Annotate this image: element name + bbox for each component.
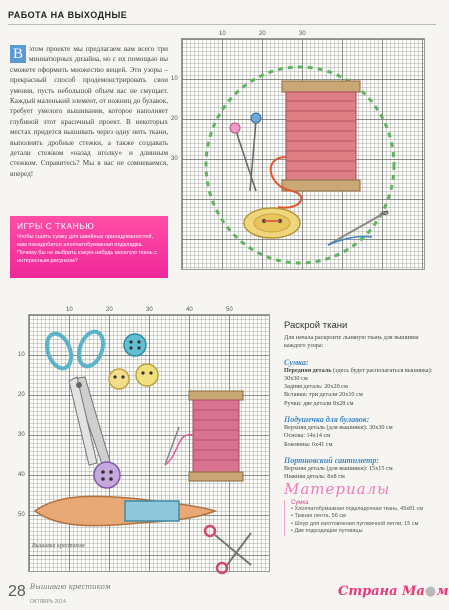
chart-bottom-artwork [29, 315, 271, 573]
intro-body: этом проекте мы предлагаем вам всего три миниатюрных дизайна, но с их помощью вы сможете оформить множество вещей. Эти узоры – прекрасный способ продемонстрировать свои умения, пусть небольшой объем вас не смущает. Каждый маленький элемент, от ножниц до булавок, требует умелого вышивания, которое наполняет глубиной этот красочный проект. В некоторых местах придется вышивать через одну нить ткани, выполнять дробные стежки, а также создавать детали стежком «назад иголку» и длинным стежком. Справитесь? Мы в вас не сомневаемся, вперед! [10, 45, 168, 178]
cutting-intro: Для начала раскроите льняную ткань для вышивки каждого узора: [284, 334, 419, 350]
chart-number: 20 [259, 31, 266, 37]
fabric-tip-box [10, 216, 168, 278]
page-number: 28 [8, 583, 26, 600]
button-icon [244, 208, 300, 238]
header-rule [8, 24, 436, 25]
chart-number: 10 [171, 76, 178, 82]
pins-icon [230, 113, 261, 191]
chart-number: 20 [171, 116, 178, 122]
magazine-logo: Вышиваю крестиком [30, 583, 111, 591]
page-header [8, 10, 428, 22]
cutting-title: Раскрой ткани [284, 320, 348, 331]
chart-number: 40 [186, 307, 193, 313]
pincushion-item: Основа: 14x14 см [284, 432, 331, 440]
pincushion-item: Боковина: 6x41 см [284, 440, 333, 448]
issue-date: ОКТЯБРЬ 2014 [30, 599, 66, 605]
chart-number: 10 [219, 31, 226, 37]
pincushion-item: Верхняя деталь (для вышивки): 30x30 см [284, 424, 393, 432]
thread-spool-icon [282, 81, 360, 191]
chart-number: 20 [106, 307, 113, 313]
chart-number: 30 [171, 156, 178, 162]
chart-number: 40 [18, 472, 25, 478]
materials-title: Материалы [284, 480, 391, 498]
bag-item: Задняя деталь: 20x20 см [284, 383, 348, 391]
materials-item: • Хлопчатобумажная подкладочная ткань, 45x81 см [291, 506, 424, 512]
chart-number: 20 [18, 392, 25, 398]
watermark: Страна Ма●м [338, 584, 449, 599]
cross-stitch-chart-bottom [18, 307, 270, 572]
section-title: РАБОТА НА ВЫХОДНЫЕ [8, 10, 128, 20]
tape-measure-item: Нижняя деталь: 8x8 см [284, 473, 345, 481]
chart-top-artwork [182, 39, 426, 271]
cutting-instructions [284, 320, 434, 482]
bag-heading: Сумка: [284, 357, 309, 367]
scissors-icon [43, 328, 111, 467]
materials-item: • Шнур для изготовления пуговичной петли, 15 см [291, 520, 419, 527]
pincushion-heading: Подушечка для булавок: [284, 415, 370, 425]
fabric-tip-title: ИГРЫ С ТКАНЬЮ [17, 221, 95, 231]
chart-number: 50 [18, 512, 25, 518]
chart-number: 30 [146, 307, 153, 313]
fabric-tip-text: Чтобы сшить сумку для швейных принадлежностей, вам понадобится хлопчатобумажная подкладка. Почему бы не выбрать какую-нибудь веселую ткань с интересным рисунком? [17, 234, 157, 264]
chart-number: 50 [226, 307, 233, 313]
intro-paragraph [10, 44, 168, 179]
materials-item: • Тканая лента, 56 см [291, 513, 346, 520]
chart-number: 10 [66, 307, 73, 313]
intro-article [10, 44, 168, 179]
chart-number: 30 [299, 31, 306, 37]
needle-icon [328, 211, 388, 245]
bag-item: Вставки: три детали 20x10 см [284, 391, 363, 399]
cross-stitch-chart-top [171, 31, 425, 270]
materials-section [284, 480, 436, 580]
materials-label: Сумка [291, 500, 309, 506]
bag-item: Ручки: две детали 8x28 см [284, 399, 354, 407]
thread-spool-icon [165, 391, 243, 481]
dropcap: В [10, 45, 26, 63]
chart-number: 10 [18, 352, 25, 358]
materials-list [284, 500, 436, 536]
bag-item: Передняя деталь (здесь будет располагаться вышивка): 30x30 см [284, 366, 433, 382]
tape-measure-heading: Портновский сантиметр: [284, 455, 380, 465]
thread-skein-icon [35, 496, 215, 525]
chart-signature: Вышивка крестиком [32, 543, 85, 549]
buttons-icon [94, 334, 158, 488]
chart-number: 30 [18, 432, 25, 438]
materials-item: • Две подходящие пуговицы [291, 528, 363, 535]
small-scissors-icon [205, 526, 251, 573]
tape-measure-item: Верхняя деталь (для вышивки): 15x15 см [284, 464, 393, 472]
